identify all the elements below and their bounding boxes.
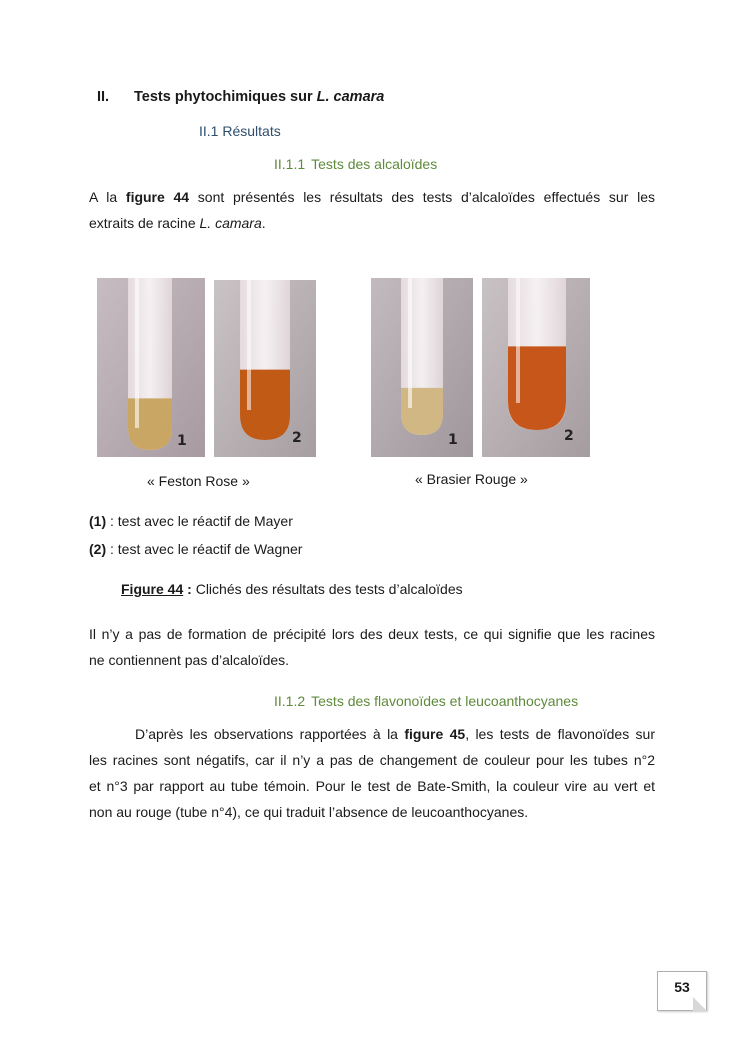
flavo-line-1: D’après les observations rapportées à la figure 45, les tests de flavonoïdes sur <box>135 726 656 742</box>
figure-ref: figure 44 <box>125 189 190 205</box>
page-curl-icon <box>693 997 707 1011</box>
flavo-line-2: les racines sont négatifs, car il n’y a pas de changement de couleur pour les tubes n°2 <box>89 752 655 768</box>
section-heading <box>97 89 384 105</box>
tube-photo-1 <box>97 278 205 457</box>
caption-brasier-rouge: « Brasier Rouge » <box>415 471 528 487</box>
legend-text: : test avec le réactif de Wagner <box>106 541 303 557</box>
flavo-line-4: non au rouge (tube n°4), ce qui traduit l’absence de leucoanthocyanes. <box>89 804 529 820</box>
section-title: Tests phytochimiques sur <box>134 89 317 105</box>
figure-ref: figure 45 <box>404 726 466 742</box>
page-number-box <box>657 971 707 1011</box>
sub2-title: Tests des flavonoïdes et leucoanthocyanes <box>311 693 579 709</box>
figure-title: Clichés des résultats des tests d’alcaloïdes <box>191 581 463 597</box>
tube-photo-2 <box>214 280 316 457</box>
flavo-paragraph <box>89 721 655 825</box>
sub2-number: II.1.2 <box>274 693 306 709</box>
section-species: L. camara <box>316 89 385 105</box>
tube-number: 1 <box>448 432 458 448</box>
tube-photo-4 <box>482 278 590 457</box>
legend-item-1 <box>89 513 293 529</box>
section-number: II. <box>97 89 110 105</box>
page-number: 53 <box>674 979 690 995</box>
tube-photo-3 <box>371 278 473 457</box>
legend-key: (1) <box>89 513 107 529</box>
figure-label: Figure 44 <box>121 581 184 597</box>
sub1-title: Tests des alcaloïdes <box>311 156 438 172</box>
figure-caption: Figure 44 : Clichés des résultats des tests d’alcaloïdes <box>121 581 463 597</box>
legend-text: : test avec le réactif de Mayer <box>106 513 293 529</box>
sub1-number: II.1.1 <box>274 156 306 172</box>
intro-line-2: extraits de racine L. camara. <box>89 215 266 231</box>
flavo-line-3: et n°3 par rapport au tube témoin. Pour le test de Bate-Smith, la couleur vire au vert et <box>89 778 655 794</box>
tube-number: 2 <box>292 430 302 446</box>
intro-paragraph <box>89 184 655 236</box>
caption-feston-rose: « Feston Rose » <box>147 473 250 489</box>
tube-number: 2 <box>564 428 574 444</box>
sub2-heading <box>274 693 578 709</box>
sub1-heading <box>274 156 437 172</box>
legend-key: (2) <box>89 541 107 557</box>
intro-line-1: A la figure 44 sont présentés les résultats des tests d’alcaloïdes effectués sur les <box>89 189 655 205</box>
conclusion-line-2: ne contiennent pas d’alcaloïdes. <box>89 652 290 668</box>
tube-liquid <box>128 398 172 450</box>
tube-liquid <box>401 388 443 435</box>
subsection-heading: II.1 Résultats <box>199 123 281 139</box>
legend-item-2 <box>89 541 302 557</box>
tube-number: 1 <box>177 433 187 449</box>
conclusion-line-1: Il n’y a pas de formation de précipité lors des deux tests, ce qui signifie que les racines <box>89 626 655 642</box>
conclusion-paragraph <box>89 621 655 673</box>
